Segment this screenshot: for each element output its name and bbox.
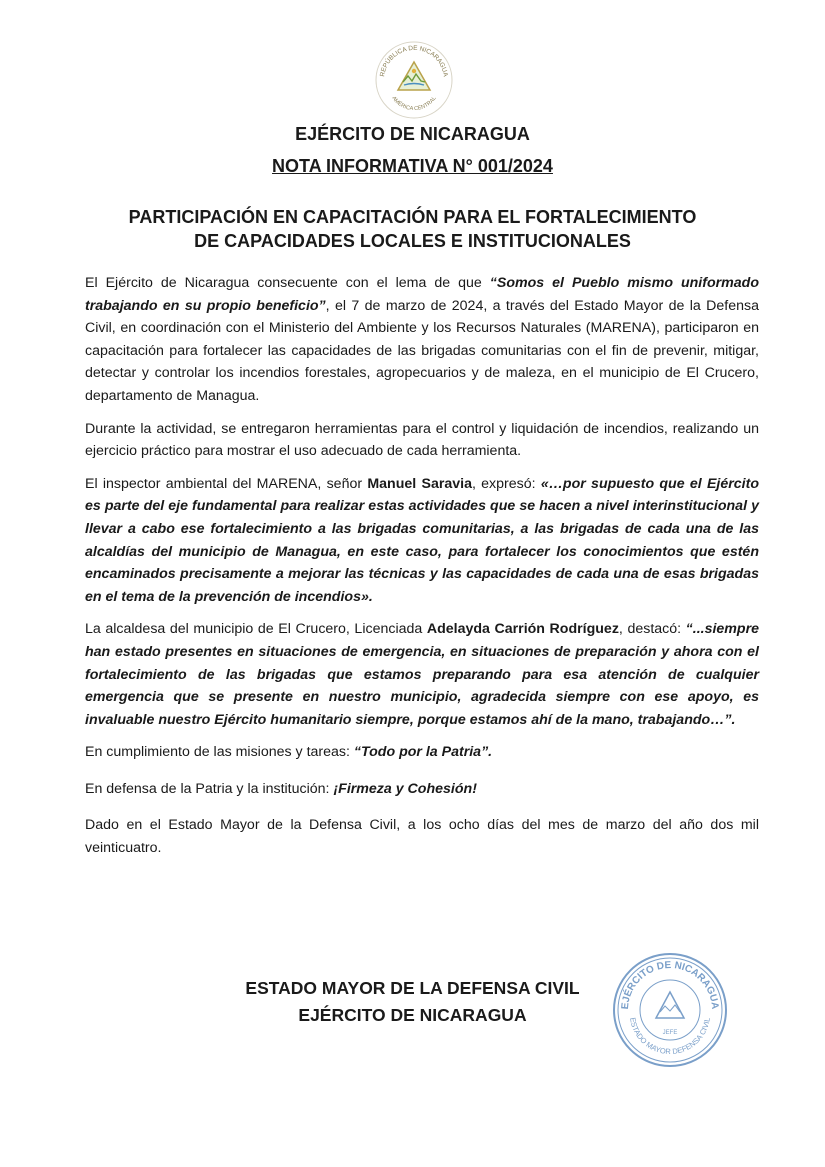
signature-line-2: EJÉRCITO DE NICARAGUA (298, 1005, 527, 1025)
document-body (85, 272, 759, 870)
title-line-2: DE CAPACIDADES LOCALES E INSTITUCIONALES (194, 231, 631, 251)
seal-text-top: EJÉRCITO DE NICARAGUA (619, 959, 721, 1010)
emblem-text-top: REPÚBLICA DE NICARAGUA (379, 44, 449, 78)
organization-heading: EJÉRCITO DE NICARAGUA (295, 124, 530, 144)
title-line-1: PARTICIPACIÓN EN CAPACITACIÓN PARA EL FORTALECIMIENTO (128, 207, 697, 227)
paragraph-6: En defensa de la Patria y la institución: ¡Firmeza y Cohesión! (85, 780, 477, 797)
coat-of-arms-icon (374, 40, 454, 120)
official-seal-icon (610, 950, 730, 1070)
paragraph-1: El Ejército de Nicaragua consecuente con el lema de que “Somos el Pueblo mismo uniformado trabajando en su propio beneficio”, el 7 de marzo de 2024, a través del Estado Mayor de la Defensa Civil, en coordinación con el Ministerio del Ambiente y los Recursos Naturales (MARENA), participaron en capacitación para fortalecer las capacidades de las brigadas comunitarias con el fin de prevenir, mitigar, detectar y controlar los incendios forestales, agropecuarios y de maleza, en el municipio de El Crucero, departamento de Managua. (85, 275, 759, 404)
document-title (0, 205, 825, 253)
emblem-text-bottom: AMÉRICA CENTRAL (390, 95, 438, 113)
signature-line-1: ESTADO MAYOR DE LA DEFENSA CIVIL (245, 978, 580, 998)
paragraph-2: Durante la actividad, se entregaron herramientas para el control y liquidación de incendios, realizando un ejercicio práctico para mostrar el uso adecuado de cada herramienta. (85, 420, 759, 460)
note-number: NOTA INFORMATIVA N° 001/2024 (272, 156, 553, 176)
seal-text-bottom: ESTADO MAYOR DEFENSA CIVIL (628, 1016, 712, 1057)
paragraph-3: El inspector ambiental del MARENA, señor Manuel Saravia, expresó: «…por supuesto que el Ejército es parte del eje fundamental para realizar estas actividades que se hacen a nivel interinstitucional y llevar a cabo ese fortalecimiento a las brigadas comunitarias, a las brigadas de cada una de las alcaldías del municipio de Managua, en este caso, para fortalecer los conocimientos que estén encaminados precisamente a mejorar las técnicas y las capacidades de cada una de esas brigadas en el tema de la prevención de incendios». (85, 475, 759, 605)
seal-center-text: JEFE (662, 1030, 678, 1036)
paragraph-5: En cumplimiento de las misiones y tareas: “Todo por la Patria”. (85, 744, 493, 761)
paragraph-4: La alcaldesa del municipio de El Crucero, Licenciada Adelayda Carrión Rodríguez, destacó: “...siempre han estado presentes en situaciones de emergencia, en situaciones de preparación y ahora con el fortalecimiento de las brigadas que estamos preparando para esa atención de cualquier emergencia que se presente en nuestro municipio, agradecida siempre con ese apoyo, es invaluable nuestro Ejército humanitario siempre, porque estamos ahí de la mano, trabajando…”. (85, 621, 759, 728)
paragraph-7: Dado en el Estado Mayor de la Defensa Civil, a los ocho días del mes de marzo del año dos mil veinticuatro. (85, 817, 759, 857)
